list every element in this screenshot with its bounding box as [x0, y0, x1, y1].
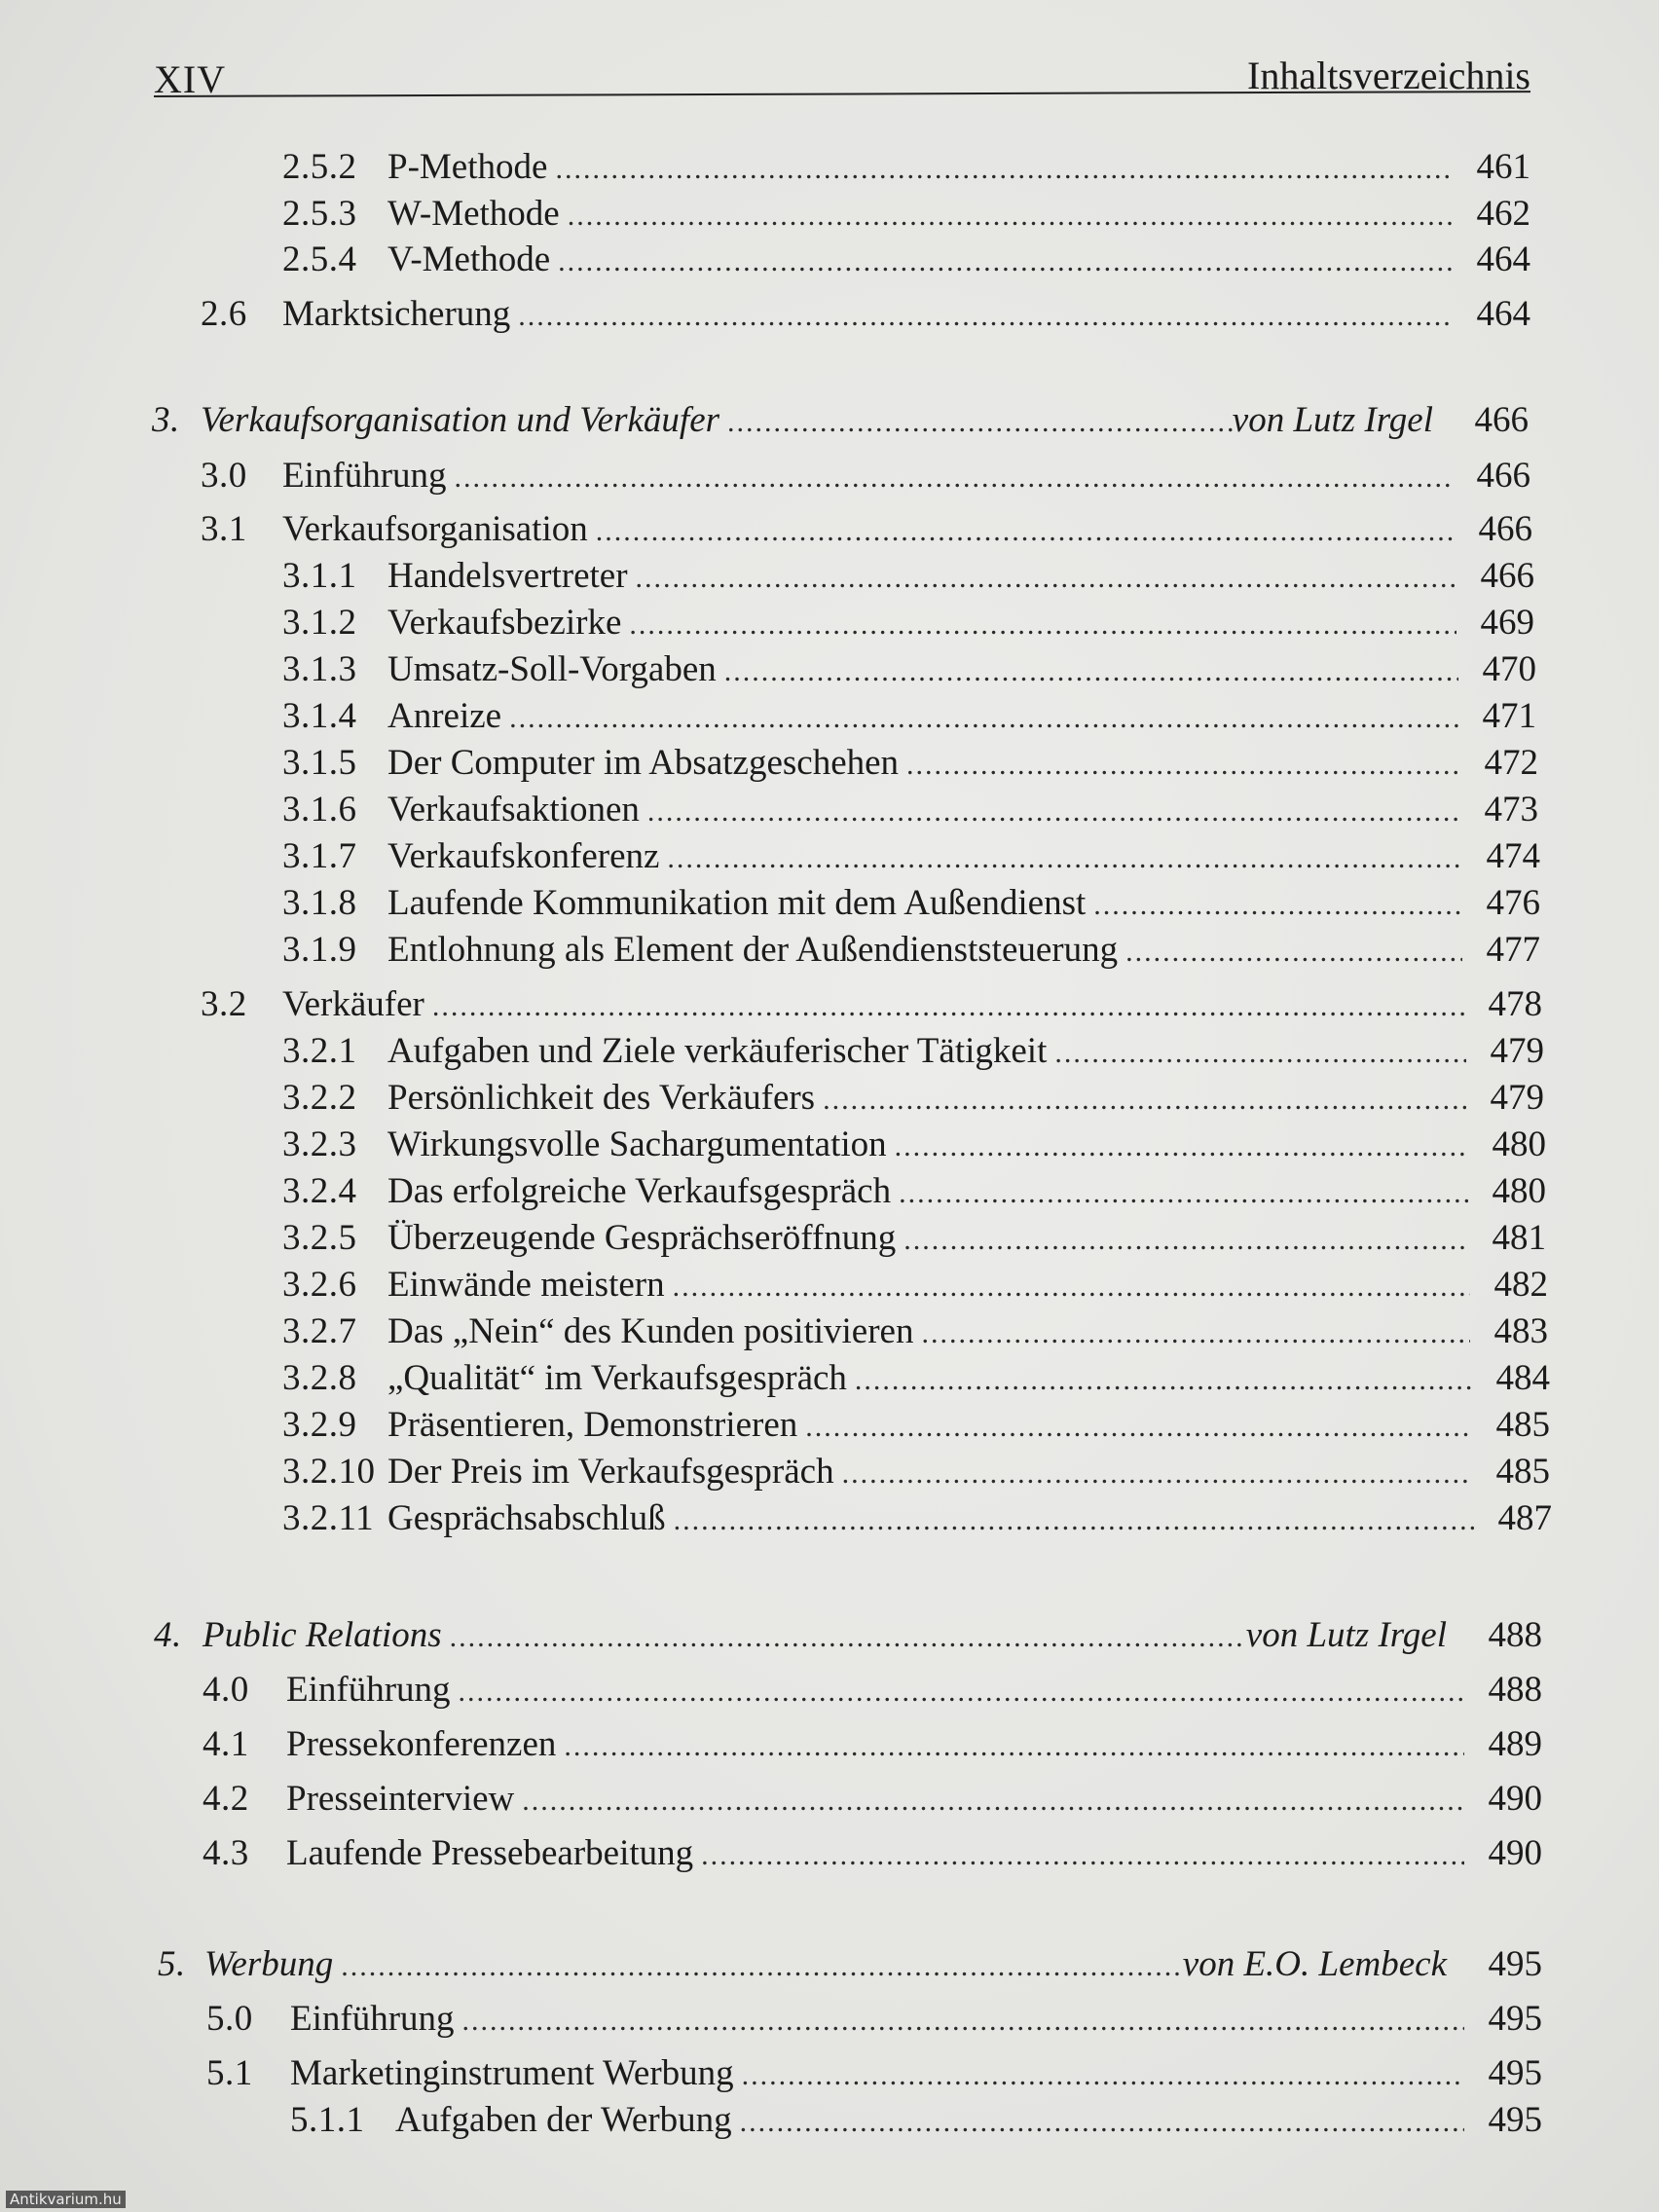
toc-chapter-entry	[152, 399, 1529, 442]
entry-number: 3.2	[201, 984, 247, 1024]
leader-dots	[673, 1266, 1470, 1309]
leader-dots	[450, 1616, 1246, 1659]
entry-number: 3.1.6	[282, 790, 357, 830]
entry-title: Überzeugende Gesprächseröffnung	[387, 1218, 897, 1258]
entry-page: 480	[1492, 1171, 1546, 1211]
leader-dots	[522, 1780, 1464, 1823]
entry-author: von E.O. Lembeck	[1182, 1944, 1447, 1984]
running-title: Inhaltsverzeichnis	[1247, 54, 1530, 97]
leader-dots	[921, 1312, 1470, 1355]
entry-title: P-Methode	[387, 147, 548, 187]
entry-page: 469	[1480, 603, 1534, 643]
entry-title: V-Methode	[387, 240, 551, 279]
entry-number: 2.6	[201, 294, 247, 334]
entry-title: Verkaufsaktionen	[387, 790, 640, 830]
entry-title: Der Computer im Absatzgeschehen	[387, 743, 900, 783]
toc-entry	[282, 239, 1530, 281]
entry-page: 478	[1488, 984, 1542, 1024]
leader-dots	[555, 148, 1453, 191]
toc-entry	[282, 1451, 1550, 1493]
entry-title: Laufende Kommunikation mit dem Außendienst	[387, 883, 1087, 923]
entry-title: Pressekonferenzen	[286, 1724, 557, 1764]
leader-dots	[842, 1453, 1472, 1495]
entry-title: Wirkungsvolle Sachargumentation	[387, 1124, 887, 1164]
entry-title: Verkaufsorganisation und Verkäufer	[201, 400, 720, 440]
entry-title: Das erfolgreiche Verkaufsgespräch	[387, 1171, 892, 1211]
entry-title: Handelsvertreter	[387, 556, 628, 596]
toc-entry	[282, 1264, 1548, 1307]
toc-entry	[282, 1497, 1552, 1540]
leader-dots	[667, 837, 1462, 880]
page-number: XIV	[154, 57, 227, 101]
toc-entry	[201, 983, 1542, 1026]
leader-dots	[906, 744, 1460, 787]
toc-entry	[206, 1998, 1542, 2041]
leader-dots	[674, 1499, 1474, 1542]
entry-title: Laufende Pressebearbeitung	[286, 1833, 694, 1873]
toc-entry	[203, 1723, 1542, 1766]
entry-page: 476	[1486, 883, 1540, 923]
entry-page: 473	[1484, 790, 1538, 830]
entry-number: 3.2.2	[282, 1078, 357, 1118]
entry-page: 487	[1497, 1498, 1552, 1538]
entry-page: 482	[1493, 1265, 1548, 1305]
entry-number: 5.1	[206, 2053, 253, 2093]
entry-page: 483	[1493, 1311, 1548, 1351]
entry-title: Werbung	[204, 1944, 334, 1984]
toc-entry	[282, 602, 1534, 645]
entry-page: 495	[1488, 2053, 1542, 2093]
toc-chapter-entry	[154, 1614, 1542, 1657]
entry-page: 464	[1476, 240, 1530, 279]
toc-entry	[290, 2099, 1542, 2142]
toc-entry	[282, 1170, 1546, 1213]
leader-dots	[1093, 884, 1462, 927]
entry-page: 472	[1484, 743, 1538, 783]
toc-entry	[206, 2052, 1542, 2095]
entry-number: 2.5.2	[282, 147, 357, 187]
leader-dots	[899, 1172, 1468, 1215]
leader-dots	[629, 604, 1456, 646]
entry-page: 489	[1488, 1724, 1542, 1764]
entry-number: 3.2.3	[282, 1124, 357, 1164]
entry-title: Der Preis im Verkaufsgespräch	[387, 1452, 834, 1492]
entry-title: Umsatz-Soll-Vorgaben	[387, 649, 717, 689]
entry-title: Präsentieren, Demonstrieren	[387, 1405, 798, 1445]
entry-page: 480	[1492, 1124, 1546, 1164]
toc-entry	[282, 146, 1530, 189]
entry-page: 490	[1488, 1779, 1542, 1819]
toc-entry	[282, 742, 1538, 785]
toc-entry	[201, 455, 1530, 498]
toc-entry	[282, 882, 1540, 925]
leader-dots	[596, 510, 1455, 553]
entry-number: 5.1.1	[290, 2100, 365, 2140]
entry-title: Aufgaben und Ziele verkäuferischer Tätigkeit	[387, 1031, 1048, 1071]
leader-dots	[742, 2054, 1464, 2097]
entry-page: 484	[1495, 1358, 1550, 1398]
entry-number: 3.2.5	[282, 1218, 357, 1258]
entry-title: „Qualität“ im Verkaufsgespräch	[387, 1358, 847, 1398]
toc-entry	[282, 648, 1536, 691]
entry-page: 495	[1488, 1944, 1542, 1984]
entry-number: 5.0	[206, 1999, 253, 2039]
leader-dots	[341, 1945, 1183, 1988]
entry-title: Gesprächsabschluß	[387, 1498, 666, 1538]
entry-title: Marketinginstrument Werbung	[290, 2053, 734, 2093]
entry-number: 3.1.8	[282, 883, 357, 923]
leader-dots	[509, 697, 1458, 740]
entry-author: von Lutz Irgel	[1232, 400, 1433, 440]
leader-dots	[636, 557, 1456, 600]
entry-title: Einwände meistern	[387, 1265, 665, 1305]
leader-dots	[455, 457, 1453, 499]
toc-entry	[282, 193, 1530, 236]
entry-number: 3.2.6	[282, 1265, 357, 1305]
entry-page: 464	[1476, 294, 1530, 334]
leader-dots	[432, 985, 1464, 1028]
toc-chapter-entry	[158, 1943, 1542, 1986]
entry-title: Verkaufsbezirke	[387, 603, 622, 643]
toc-entry	[203, 1669, 1542, 1712]
toc-entry	[282, 555, 1534, 598]
entry-page: 461	[1476, 147, 1530, 187]
entry-number: 3.1.5	[282, 743, 357, 783]
toc-entry	[282, 1077, 1544, 1120]
toc-entry	[282, 695, 1536, 738]
entry-number: 4.	[154, 1615, 182, 1655]
toc-entry	[282, 835, 1540, 878]
leader-dots	[558, 240, 1453, 283]
entry-number: 3.2.10	[282, 1452, 376, 1492]
entry-title: Das „Nein“ des Kunden positivieren	[387, 1311, 914, 1351]
entry-number: 4.3	[203, 1833, 249, 1873]
entry-page: 479	[1490, 1078, 1544, 1118]
entry-page: 466	[1474, 400, 1529, 440]
entry-number: 4.0	[203, 1670, 249, 1710]
leader-dots	[564, 1725, 1464, 1768]
entry-number: 3.2.4	[282, 1171, 357, 1211]
entry-number: 3.2.11	[282, 1498, 375, 1538]
leader-dots	[518, 295, 1453, 338]
entry-page: 479	[1490, 1031, 1544, 1071]
entry-page: 462	[1476, 194, 1530, 234]
entry-title: Verkaufsorganisation	[282, 509, 588, 549]
entry-number: 2.5.3	[282, 194, 357, 234]
entry-page: 474	[1486, 836, 1540, 876]
entry-page: 488	[1488, 1670, 1542, 1710]
toc-entry	[282, 1404, 1550, 1447]
entry-page: 495	[1488, 2100, 1542, 2140]
leader-dots	[724, 650, 1458, 693]
entry-number: 2.5.4	[282, 240, 357, 279]
entry-page: 466	[1480, 556, 1534, 596]
toc-entry	[282, 1310, 1548, 1353]
entry-title: Einführung	[282, 456, 447, 496]
leader-dots	[740, 2101, 1464, 2144]
entry-title: Entlohnung als Element der Außendienststeuerung	[387, 930, 1119, 970]
entry-page: 470	[1482, 649, 1536, 689]
leader-dots	[855, 1359, 1472, 1402]
entry-title: Verkäufer	[282, 984, 424, 1024]
entry-page: 495	[1488, 1999, 1542, 2039]
entry-page: 477	[1486, 930, 1540, 970]
entry-title: Public Relations	[203, 1615, 442, 1655]
toc-entry	[282, 1030, 1544, 1073]
entry-page: 471	[1482, 696, 1536, 736]
entry-page: 485	[1495, 1452, 1550, 1492]
toc-entry	[282, 789, 1538, 831]
entry-title: W-Methode	[387, 194, 560, 234]
entry-page: 488	[1488, 1615, 1542, 1655]
toc-entry	[282, 929, 1540, 972]
entry-page: 481	[1492, 1218, 1546, 1258]
entry-number: 5.	[158, 1944, 186, 1984]
leader-dots	[568, 195, 1453, 238]
entry-number: 3.2.9	[282, 1405, 357, 1445]
toc-entry	[282, 1124, 1546, 1166]
entry-number: 3.1.3	[282, 649, 357, 689]
leader-dots	[805, 1406, 1472, 1449]
toc-entry	[203, 1778, 1542, 1821]
entry-number: 3.1	[201, 509, 247, 549]
entry-number: 3.1.7	[282, 836, 357, 876]
leader-dots	[903, 1219, 1468, 1262]
leader-dots	[895, 1125, 1468, 1168]
entry-page: 466	[1476, 456, 1530, 496]
leader-dots	[1125, 931, 1462, 974]
entry-title: Aufgaben der Werbung	[395, 2100, 732, 2140]
leader-dots	[823, 1079, 1466, 1122]
entry-title: Verkaufskonferenz	[387, 836, 660, 876]
entry-number: 3.1.9	[282, 930, 357, 970]
entry-title: Presseinterview	[286, 1779, 515, 1819]
leader-dots	[1054, 1032, 1466, 1075]
leader-dots	[727, 401, 1233, 444]
leader-dots	[459, 1671, 1464, 1714]
entry-number: 3.2.8	[282, 1358, 357, 1398]
entry-number: 3.0	[201, 456, 247, 496]
entry-number: 4.1	[203, 1724, 249, 1764]
entry-number: 3.2.1	[282, 1031, 357, 1071]
entry-title: Einführung	[286, 1670, 451, 1710]
entry-title: Einführung	[290, 1999, 455, 2039]
entry-number: 3.	[152, 400, 180, 440]
watermark: Antikvarium.hu	[6, 2191, 126, 2208]
toc-entry	[201, 508, 1532, 551]
entry-page: 490	[1488, 1833, 1542, 1873]
toc-entry	[203, 1832, 1542, 1875]
leader-dots	[701, 1834, 1464, 1877]
leader-dots	[647, 791, 1460, 833]
toc-entry	[282, 1357, 1550, 1400]
entry-number: 3.1.4	[282, 696, 357, 736]
toc-entry	[201, 293, 1530, 336]
entry-number: 4.2	[203, 1779, 249, 1819]
entry-number: 3.1.1	[282, 556, 357, 596]
entry-author: von Lutz Irgel	[1245, 1615, 1447, 1655]
entry-title: Persönlichkeit des Verkäufers	[387, 1078, 816, 1118]
entry-number: 3.2.7	[282, 1311, 357, 1351]
entry-number: 3.1.2	[282, 603, 357, 643]
leader-dots	[462, 2000, 1464, 2043]
toc-entry	[282, 1217, 1546, 1260]
entry-page: 466	[1478, 509, 1532, 549]
entry-page: 485	[1495, 1405, 1550, 1445]
entry-title: Anreize	[387, 696, 502, 736]
entry-title: Marktsicherung	[282, 294, 511, 334]
